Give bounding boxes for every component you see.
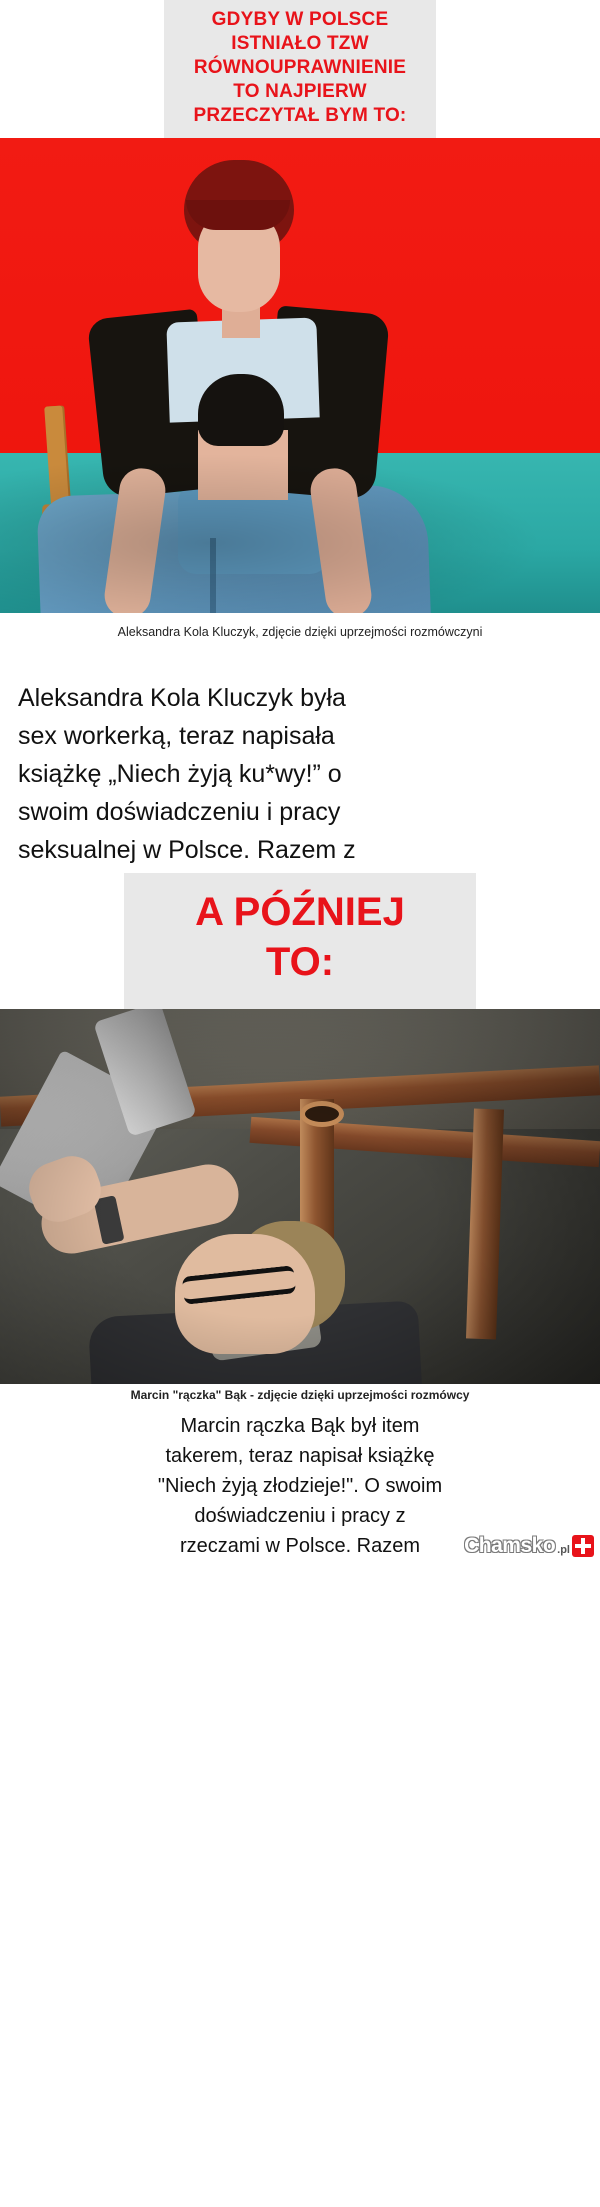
article-line: Aleksandra Kola Kluczyk była bbox=[18, 684, 346, 712]
caption-top-line: GDYBY W POLSCE bbox=[211, 9, 389, 30]
photo-woman-on-chair bbox=[0, 138, 600, 613]
hair-fringe bbox=[186, 200, 290, 230]
article-line: rzeczami w Polsce. Razem bbox=[179, 1535, 421, 1557]
plus-cross-icon bbox=[572, 1535, 594, 1557]
photo-vignette bbox=[0, 1009, 600, 1384]
article-line: sex workerką, teraz napisała bbox=[18, 722, 335, 750]
photo-plumber bbox=[0, 1009, 600, 1384]
photo2-caption: Marcin "rączka" Bąk - zdjęcie dzięki uprzejmości rozmówcy bbox=[0, 1384, 600, 1405]
watermark-suffix: .pl bbox=[557, 1544, 570, 1556]
caption-middle-line: A PÓŹNIEJ bbox=[195, 890, 405, 934]
watermark bbox=[462, 1533, 596, 1559]
caption-middle-line: TO: bbox=[265, 940, 335, 984]
article-line: swoim doświadczeniu i pracy bbox=[18, 798, 341, 826]
article-line: seksualnej w Polsce. Razem z bbox=[18, 836, 356, 864]
article-line: książkę „Niech żyją ku*wy!” o bbox=[18, 760, 342, 788]
watermark-text: Chamsko bbox=[464, 1534, 556, 1557]
article-text-1 bbox=[0, 653, 600, 873]
article-line: doświadczeniu i pracy z bbox=[194, 1505, 406, 1527]
caption-top-line: ISTNIAŁO TZW bbox=[231, 33, 369, 54]
caption-top bbox=[164, 0, 436, 138]
lace-top bbox=[198, 374, 284, 446]
article-line: Marcin rączka Bąk był item bbox=[180, 1415, 420, 1437]
caption-top-line: TO NAJPIERW bbox=[233, 81, 367, 102]
photo-shadow bbox=[0, 438, 600, 613]
caption-top-line: RÓWNOUPRAWNIENIE bbox=[193, 57, 407, 78]
photo1-caption: Aleksandra Kola Kluczyk, zdjęcie dzięki uprzejmości rozmówczyni bbox=[0, 613, 600, 653]
caption-top-line: PRZECZYTAŁ BYM TO: bbox=[193, 105, 407, 126]
article-line: takerem, teraz napisał książkę bbox=[165, 1445, 435, 1467]
article-line: "Niech żyją złodzieje!". O swoim bbox=[157, 1475, 443, 1497]
caption-middle bbox=[124, 873, 476, 1009]
